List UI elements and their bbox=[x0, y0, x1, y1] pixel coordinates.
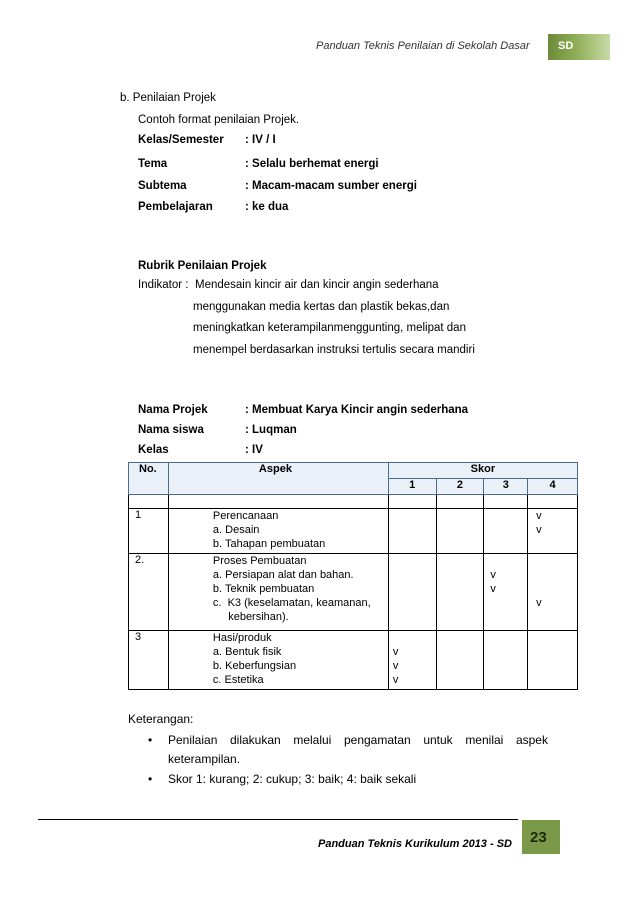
note-word: menilai bbox=[465, 733, 504, 747]
row-aspek bbox=[168, 554, 388, 631]
score-cell bbox=[436, 509, 484, 554]
score-cell bbox=[436, 631, 484, 690]
score-mark: v bbox=[392, 660, 399, 672]
aspek-line: Perencanaan bbox=[212, 510, 279, 522]
header-title: Panduan Teknis Penilaian di Sekolah Dasar bbox=[316, 40, 530, 52]
table-row bbox=[129, 509, 578, 554]
note-bullet-1 bbox=[168, 733, 548, 747]
header-badge bbox=[548, 34, 610, 60]
indicator-label: Indikator : bbox=[138, 279, 189, 291]
score-mark: v bbox=[536, 524, 542, 536]
note-bullet-2: Skor 1: kurang; 2: cukup; 3: baik; 4: baik sekali bbox=[168, 772, 417, 786]
note-word: dilakukan bbox=[230, 733, 281, 747]
col-header-no: No. bbox=[129, 463, 169, 495]
note-bullet-1-cont: keterampilan. bbox=[168, 752, 241, 766]
page-number-badge bbox=[522, 820, 560, 854]
aspek-line: Hasi/produk bbox=[212, 632, 272, 644]
score-mark: v bbox=[392, 646, 399, 658]
col-header-score-3: 3 bbox=[484, 479, 528, 495]
aspek-line: a. Persiapan alat dan bahan. bbox=[212, 569, 354, 581]
info-label: Subtema bbox=[138, 180, 187, 192]
aspek-line: a. Desain bbox=[212, 524, 260, 536]
bullet-icon: • bbox=[148, 772, 153, 786]
score-mark: v bbox=[536, 597, 542, 609]
aspek-line: a. Bentuk fisik bbox=[212, 646, 282, 658]
score-cell bbox=[528, 509, 578, 554]
info-value: : Membuat Karya Kincir angin sederhana bbox=[245, 404, 469, 416]
col-header-score-4: 4 bbox=[528, 479, 578, 495]
info-value: : Macam-macam sumber energi bbox=[245, 180, 417, 192]
col-header-aspek: Aspek bbox=[168, 463, 388, 495]
info-value: : IV / I bbox=[245, 134, 276, 146]
footer-rule bbox=[38, 819, 518, 820]
note-word: Penilaian bbox=[168, 733, 218, 747]
col-header-skor: Skor bbox=[388, 463, 577, 479]
info-value: : Selalu berhemat energi bbox=[245, 158, 379, 170]
aspek-line: c. Estetika bbox=[212, 674, 264, 686]
info-label: Kelas bbox=[138, 444, 169, 456]
info-label: Pembelajaran bbox=[138, 201, 213, 213]
aspek-line: Proses Pembuatan bbox=[212, 555, 307, 567]
bullet-icon: • bbox=[148, 733, 153, 747]
rubric-title: Rubrik Penilaian Projek bbox=[138, 260, 267, 272]
aspek-line: b. Keberfungsian bbox=[212, 660, 297, 672]
info-label: Nama Projek bbox=[138, 404, 208, 416]
score-cell bbox=[388, 509, 436, 554]
rubric-table bbox=[128, 462, 578, 690]
note-word: melalui bbox=[293, 733, 332, 747]
col-header-score-1: 1 bbox=[388, 479, 436, 495]
aspek-line: b. Teknik pembuatan bbox=[212, 583, 315, 595]
score-cell bbox=[484, 631, 528, 690]
indicator-line: menggunakan media kertas dan plastik bekas,dan bbox=[193, 301, 450, 313]
table-row bbox=[129, 554, 578, 631]
score-mark: v bbox=[392, 674, 399, 686]
row-no: 3 bbox=[129, 631, 169, 690]
note-word: untuk bbox=[423, 733, 453, 747]
row-no: 2. bbox=[129, 554, 169, 631]
score-cell bbox=[388, 631, 436, 690]
note-word: aspek bbox=[515, 733, 548, 747]
indicator-line: Mendesain kincir air dan kincir angin sederhana bbox=[195, 279, 439, 291]
note-word: pengamatan bbox=[343, 733, 411, 747]
score-mark: v bbox=[536, 510, 542, 522]
section-intro: Contoh format penilaian Projek. bbox=[138, 114, 300, 126]
score-mark: v bbox=[490, 583, 496, 595]
table-spacer-row bbox=[129, 495, 578, 509]
score-cell bbox=[484, 554, 528, 631]
score-cell bbox=[436, 554, 484, 631]
col-header-score-2: 2 bbox=[436, 479, 484, 495]
info-value: : Luqman bbox=[245, 424, 297, 436]
indicator-line: menempel berdasarkan instruksi tertulis secara mandiri bbox=[193, 344, 475, 356]
score-cell bbox=[528, 631, 578, 690]
aspek-line: b. Tahapan pembuatan bbox=[212, 538, 326, 550]
aspek-line: c. K3 (keselamatan, keamanan, bbox=[212, 597, 371, 609]
indicator-line: meningkatkan keterampilanmenggunting, melipat dan bbox=[193, 322, 466, 334]
score-mark: v bbox=[490, 569, 496, 581]
section-heading: b. Penilaian Projek bbox=[120, 92, 216, 104]
row-aspek bbox=[168, 631, 388, 690]
row-aspek bbox=[168, 509, 388, 554]
table-row bbox=[129, 631, 578, 690]
header-badge-label: SD bbox=[558, 40, 574, 52]
info-label: Tema bbox=[138, 158, 168, 170]
info-value: : ke dua bbox=[245, 201, 289, 213]
score-cell bbox=[528, 554, 578, 631]
info-value: : IV bbox=[245, 444, 263, 456]
score-cell bbox=[484, 509, 528, 554]
row-no: 1 bbox=[129, 509, 169, 554]
notes-title: Keterangan: bbox=[128, 712, 194, 726]
info-label: Nama siswa bbox=[138, 424, 204, 436]
score-cell bbox=[388, 554, 436, 631]
footer-title: Panduan Teknis Kurikulum 2013 - SD bbox=[318, 838, 512, 850]
info-label: Kelas/Semester bbox=[138, 134, 224, 146]
aspek-line: kebersihan). bbox=[212, 611, 289, 623]
page-number: 23 bbox=[530, 829, 547, 846]
